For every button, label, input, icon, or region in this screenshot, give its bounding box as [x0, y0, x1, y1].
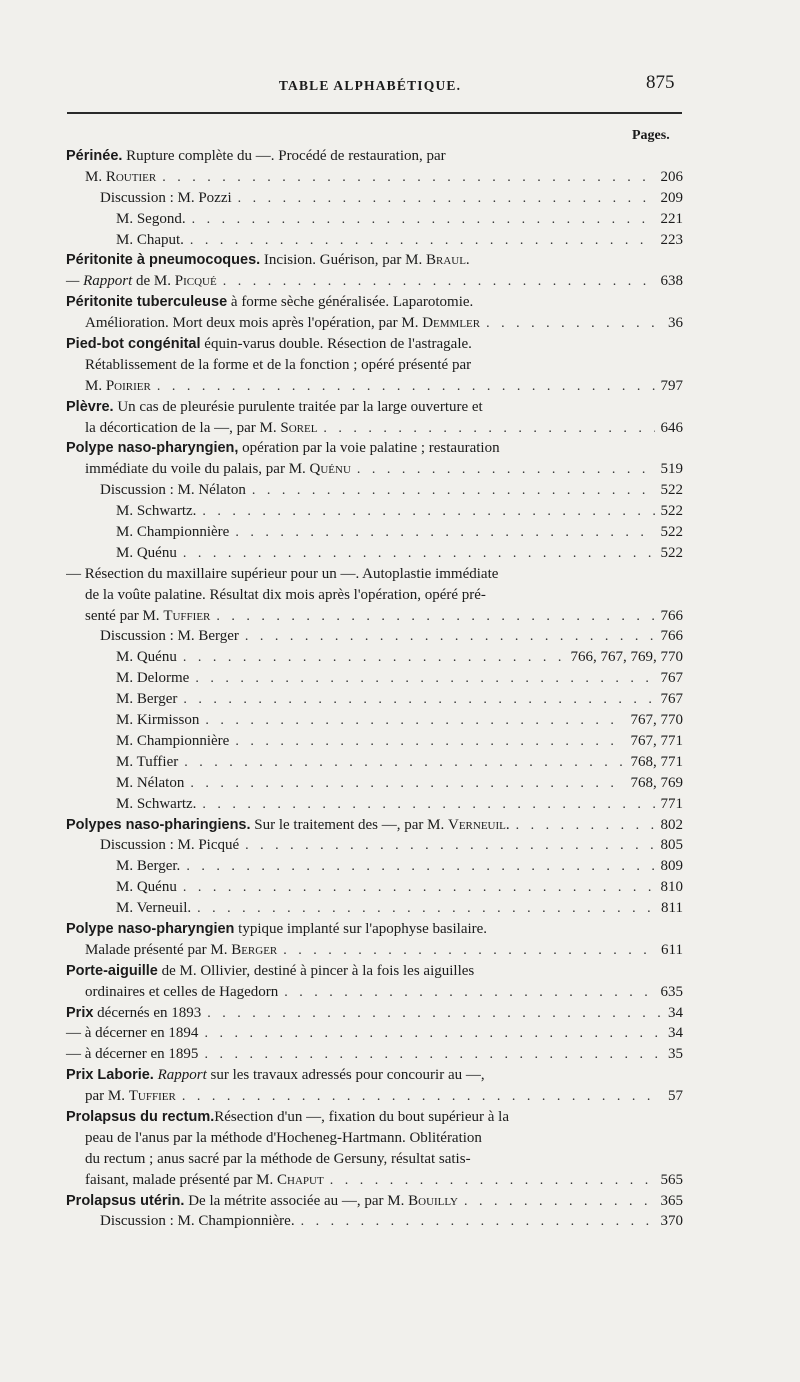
page-reference: 766, 767, 769, 770: [570, 649, 683, 666]
entry-body-text: De la métrite associée au —, par M.: [184, 1192, 409, 1209]
page-reference: 766: [660, 628, 683, 645]
index-entry-line: [66, 376, 683, 397]
dot-leader: [323, 419, 654, 440]
entry-text: [100, 188, 232, 209]
entry-heading: Porte-aiguille: [66, 962, 158, 979]
entry-text: [116, 710, 199, 731]
entry-body-text: M. Championnière: [116, 732, 230, 749]
entry-body-text: Discussion : M. Picqué: [100, 837, 240, 854]
entry-text: [66, 1109, 509, 1125]
entry-text: [66, 1003, 201, 1024]
entry-body-text: sur les travaux adressés pour concourir au —,: [206, 1067, 485, 1084]
index-entry-line: [66, 982, 683, 1003]
dot-leader: [190, 774, 624, 795]
entry-body-text: M. Quénu: [116, 544, 177, 561]
entry-body-text: M. Verneuil.: [116, 900, 192, 917]
entry-text: [85, 418, 317, 439]
index-entry-line: [66, 647, 683, 668]
entry-text: [100, 1211, 295, 1232]
index-entry-line: [66, 292, 683, 313]
entry-text: [85, 940, 277, 961]
index-entry-line: [66, 1023, 683, 1044]
page-reference: 35: [668, 1046, 683, 1063]
dot-leader: [162, 168, 654, 189]
dot-leader: [464, 1192, 655, 1213]
dot-leader: [284, 983, 654, 1004]
page-reference: 34: [668, 1025, 683, 1042]
page-reference: 802: [660, 816, 683, 833]
index-entry-line: [66, 1044, 683, 1065]
page-reference: 522: [660, 503, 683, 520]
entry-text: [66, 1067, 485, 1083]
entry-body-text: M. Quénu: [116, 649, 177, 666]
entry-body-text: M. Kirmisson: [116, 712, 200, 729]
page-reference: 34: [668, 1004, 683, 1021]
page-reference: 370: [660, 1213, 683, 1230]
author-name: Picqué: [174, 273, 217, 290]
entry-text: [116, 647, 177, 668]
entry-body-text: Discussion : M. Nélaton: [100, 482, 246, 499]
page-reference: 209: [660, 189, 683, 206]
index-entry-line: [66, 438, 683, 459]
entry-heading: Prolapsus du rectum.: [66, 1108, 215, 1125]
author-name: Sorel: [280, 419, 318, 436]
header-rule: [67, 112, 682, 114]
page-reference: 768, 769: [630, 774, 683, 791]
entry-body-text: M.: [85, 377, 106, 394]
entry-text: [100, 835, 239, 856]
dot-leader: [183, 544, 655, 565]
index-entry-line: [66, 815, 683, 836]
entry-text: [85, 982, 278, 1003]
entry-text: [85, 376, 151, 397]
dot-leader: [197, 899, 655, 920]
index-entry-line: [66, 1107, 683, 1128]
entry-text: [116, 731, 229, 752]
entry-heading: Prix: [66, 1004, 94, 1021]
entry-text: [116, 543, 177, 564]
entry-body-text: Résection d'un —, fixation du bout supérieur à la: [214, 1108, 509, 1125]
entry-text: [116, 794, 196, 815]
entry-body-text: M. Quénu: [116, 879, 177, 896]
page-reference: 768, 771: [630, 753, 683, 770]
index-entry-line: [66, 1086, 683, 1107]
entry-body-text: — à décerner en 1894: [66, 1025, 199, 1042]
entry-body-text: de M. Ollivier, destiné à pincer à la fois les aiguilles: [157, 962, 475, 979]
entry-heading: Polype naso-pharyngien,: [66, 440, 239, 457]
entry-body-text: immédiate du voile du palais, par M.: [85, 461, 310, 478]
dot-leader: [207, 1004, 662, 1025]
entry-text: [116, 522, 229, 543]
dot-leader: [301, 1212, 655, 1233]
dot-leader: [183, 878, 655, 899]
page-reference: 57: [668, 1088, 683, 1105]
index-entry-line: [66, 835, 683, 856]
dot-leader: [223, 272, 655, 293]
page-reference: 221: [660, 210, 683, 227]
entry-body-text: M. Berger: [116, 691, 178, 708]
entry-body-text: M. Schwartz.: [116, 503, 197, 520]
dot-leader: [157, 377, 655, 398]
entry-text: [116, 209, 186, 230]
index-entry-line: [66, 1211, 683, 1232]
entry-body-text: Amélioration. Mort deux mois après l'opération, par M.: [85, 315, 423, 332]
entry-italic-text: — Rapport: [66, 273, 133, 290]
entry-text: [116, 689, 177, 710]
author-name: Berger: [231, 941, 278, 958]
entry-text: [116, 898, 191, 919]
dot-leader: [330, 1171, 655, 1192]
index-entry-line: [66, 1149, 683, 1170]
entry-body-text: de M.: [132, 273, 175, 290]
entry-text: [66, 271, 217, 292]
entry-text: [66, 963, 474, 979]
dot-leader: [184, 753, 624, 774]
author-name: Tuffier: [128, 1088, 176, 1105]
page-reference: 805: [660, 837, 683, 854]
dot-leader: [183, 690, 654, 711]
entry-body-text: équin-varus double. Résection de l'astragale.: [200, 336, 472, 353]
author-name: Bouilly: [408, 1192, 458, 1209]
entry-heading: Polype naso-pharyngien: [66, 920, 235, 937]
entry-body-text: M. Delorme: [116, 670, 190, 687]
entry-body-text: M. Schwartz.: [116, 795, 197, 812]
entry-body-text: Un cas de pleurésie purulente traitée par la large ouverture et: [113, 398, 483, 415]
dot-leader: [235, 523, 654, 544]
index-entry-line: [66, 334, 683, 355]
page-reference: 522: [660, 524, 683, 541]
index-entries: [66, 146, 683, 1232]
entry-text: [66, 148, 446, 164]
author-name: Chaput: [277, 1171, 324, 1188]
entry-body-text: de la voûte palatine. Résultat dix mois après l'opération, opéré pré-: [85, 586, 486, 603]
entry-body-text: M. Tuffier: [116, 753, 179, 770]
entry-heading: Périnée.: [66, 148, 123, 164]
entry-text: [66, 1044, 198, 1065]
page-reference: 809: [660, 858, 683, 875]
entry-body-text: Rétablissement de la forme et de la fonction ; opéré présenté par: [85, 356, 472, 373]
index-entry-line: [66, 1128, 683, 1149]
entry-body-text: senté par M.: [85, 607, 164, 624]
index-entry-line: [66, 543, 683, 564]
page-reference: 635: [660, 983, 683, 1000]
entry-body-text: la décortication de la —, par M.: [85, 419, 281, 436]
entry-text: [85, 587, 486, 603]
index-entry-line: [66, 1003, 683, 1024]
page-number: 875: [646, 72, 675, 93]
dot-leader: [186, 857, 654, 878]
author-name: Tuffier: [163, 607, 211, 624]
dot-leader: [357, 460, 655, 481]
page-reference: 522: [660, 482, 683, 499]
entry-body-text: Discussion : M. Championnière.: [100, 1213, 295, 1230]
entry-text: [85, 1151, 471, 1167]
dot-leader: [216, 607, 654, 628]
entry-body-text: Discussion : M. Berger: [100, 628, 239, 645]
author-name: Verneuil.: [447, 816, 510, 833]
page-reference: 766: [660, 607, 683, 624]
index-entry-line: [66, 752, 683, 773]
entry-body-text: du rectum ; anus sacré par la méthode de Gersuny, résultat satis-: [85, 1150, 471, 1167]
index-entry-line: [66, 397, 683, 418]
entry-body-text: par M.: [85, 1088, 129, 1105]
entry-text: [66, 252, 470, 268]
index-entry-line: [66, 209, 683, 230]
entry-text: [100, 626, 239, 647]
index-entry-line: [66, 188, 683, 209]
page-reference: 767: [660, 691, 683, 708]
index-entry-line: [66, 480, 683, 501]
entry-heading: Polypes naso-pharingiens.: [66, 816, 251, 833]
entry-text: [66, 566, 498, 582]
index-entry-line: [66, 961, 683, 982]
entry-body-text: faisant, malade présenté par M.: [85, 1171, 278, 1188]
entry-text: [66, 294, 473, 310]
author-name: Braul.: [425, 252, 470, 269]
dot-leader: [204, 1045, 662, 1066]
index-entry-line: [66, 856, 683, 877]
entry-body-text: M. Berger.: [116, 858, 181, 875]
entry-heading: Péritonite à pneumocoques.: [66, 252, 261, 269]
page-reference: 797: [660, 377, 683, 394]
page-reference: 767, 771: [630, 732, 683, 749]
index-entry-line: [66, 522, 683, 543]
entry-body-text: — à décerner en 1895: [66, 1046, 199, 1063]
index-entry-line: [66, 585, 683, 606]
entry-text: [85, 459, 351, 480]
dot-leader: [190, 231, 655, 252]
page-reference: 771: [660, 795, 683, 812]
entry-body-text: opération par la voie palatine ; restauration: [238, 440, 500, 457]
entry-text: [66, 399, 483, 415]
entry-body-text: ordinaires et celles de Hagedorn: [85, 983, 279, 1000]
entry-body-text: M. Segond.: [116, 210, 186, 227]
dot-leader: [283, 941, 655, 962]
pages-column-label: Pages.: [632, 128, 670, 143]
entry-body-text: Incision. Guérison, par M.: [260, 252, 426, 269]
entry-text: [66, 921, 487, 937]
page-reference: 646: [660, 419, 683, 436]
entry-body-text: Sur le traitement des —, par M.: [250, 816, 448, 833]
index-entry-line: [66, 230, 683, 251]
page-reference: 767, 770: [630, 712, 683, 729]
index-entry-line: [66, 1191, 683, 1212]
entry-body-text: M. Championnière: [116, 524, 230, 541]
page-reference: 206: [660, 168, 683, 185]
dot-leader: [238, 189, 655, 210]
entry-text: [66, 336, 472, 352]
dot-leader: [235, 732, 624, 753]
entry-text: [116, 856, 180, 877]
page-reference: 810: [660, 879, 683, 896]
entry-body-text: à forme sèche généralisée. Laparotomie.: [227, 294, 474, 311]
page-reference: 36: [668, 315, 683, 332]
index-entry-line: [66, 773, 683, 794]
dot-leader: [192, 210, 655, 231]
entry-body-text: Discussion : M. Pozzi: [100, 189, 232, 206]
index-entry-line: [66, 459, 683, 480]
page-reference: 767: [660, 670, 683, 687]
index-entry-line: [66, 794, 683, 815]
index-entry-line: [66, 1170, 683, 1191]
index-entry-line: [66, 940, 683, 961]
entry-text: [66, 440, 500, 456]
index-entry-line: [66, 731, 683, 752]
entry-text: [116, 668, 189, 689]
dot-leader: [183, 648, 565, 669]
dot-leader: [245, 836, 654, 857]
author-name: Quénu: [309, 461, 351, 478]
index-entry-line: [66, 146, 683, 167]
entry-body-text: peau de l'anus par la méthode d'Hocheneg-Hartmann. Oblitération: [85, 1129, 482, 1146]
entry-body-text: M. Chaput.: [116, 231, 184, 248]
page-reference: 565: [660, 1171, 683, 1188]
entry-text: [85, 357, 471, 373]
entry-text: [66, 815, 510, 836]
entry-body-text: M.: [85, 168, 106, 185]
entry-text: [66, 1191, 458, 1212]
entry-italic-text: Rapport: [153, 1067, 207, 1084]
entry-text: [85, 167, 156, 188]
index-entry-line: [66, 710, 683, 731]
entry-body-text: — Résection du maxillaire supérieur pour un —. Autoplastie immédiate: [66, 565, 499, 582]
index-entry-line: [66, 564, 683, 585]
author-name: Demmler: [422, 315, 481, 332]
dot-leader: [182, 1087, 662, 1108]
index-entry-line: [66, 355, 683, 376]
index-entry-line: [66, 501, 683, 522]
entry-text: [116, 230, 184, 251]
page-reference: 638: [660, 273, 683, 290]
entry-text: [85, 606, 210, 627]
entry-heading: Plèvre.: [66, 398, 114, 415]
entry-body-text: Rupture complète du —. Procédé de restauration, par: [122, 148, 446, 164]
running-title: TABLE ALPHABÉTIQUE.: [278, 78, 462, 93]
dot-leader: [205, 711, 624, 732]
dot-leader: [204, 1024, 662, 1045]
entry-text: [85, 313, 480, 334]
entry-body-text: typique implanté sur l'apophyse basilaire.: [234, 920, 488, 937]
page-reference: 811: [661, 900, 683, 917]
entry-text: [66, 1023, 198, 1044]
index-entry-line: [66, 689, 683, 710]
entry-text: [116, 752, 178, 773]
dot-leader: [245, 627, 655, 648]
entry-heading: Prix Laborie.: [66, 1067, 154, 1084]
entry-text: [116, 877, 177, 898]
author-name: Routier: [105, 168, 157, 185]
entry-body-text: M. Nélaton: [116, 774, 185, 791]
index-entry-line: [66, 898, 683, 919]
entry-text: [116, 501, 196, 522]
entry-text: [85, 1130, 482, 1146]
page-reference: 365: [660, 1192, 683, 1209]
entry-text: [100, 480, 246, 501]
index-entry-line: [66, 313, 683, 334]
index-entry-line: [66, 418, 683, 439]
entry-heading: Prolapsus utérin.: [66, 1192, 185, 1209]
dot-leader: [252, 481, 655, 502]
index-entry-line: [66, 167, 683, 188]
page-reference: 611: [661, 941, 683, 958]
author-name: Poirier: [105, 377, 151, 394]
entry-body-text: décernés en 1893: [93, 1004, 202, 1021]
index-entry-line: [66, 1065, 683, 1086]
entry-text: [85, 1170, 324, 1191]
entry-heading: Péritonite tuberculeuse: [66, 294, 228, 311]
index-entry-line: [66, 606, 683, 627]
dot-leader: [202, 795, 654, 816]
dot-leader: [516, 816, 655, 837]
entry-text: [116, 773, 184, 794]
entry-body-text: Malade présenté par M.: [85, 941, 232, 958]
entry-text: [85, 1086, 176, 1107]
index-entry-line: [66, 626, 683, 647]
index-entry-line: [66, 250, 683, 271]
index-entry-line: [66, 919, 683, 940]
entry-heading: Pied-bot congénital: [66, 336, 201, 353]
index-entry-line: [66, 271, 683, 292]
dot-leader: [195, 669, 654, 690]
dot-leader: [202, 502, 654, 523]
index-entry-line: [66, 877, 683, 898]
page-reference: 223: [660, 231, 683, 248]
page-reference: 522: [660, 544, 683, 561]
dot-leader: [486, 314, 662, 335]
index-entry-line: [66, 668, 683, 689]
page-reference: 519: [660, 461, 683, 478]
